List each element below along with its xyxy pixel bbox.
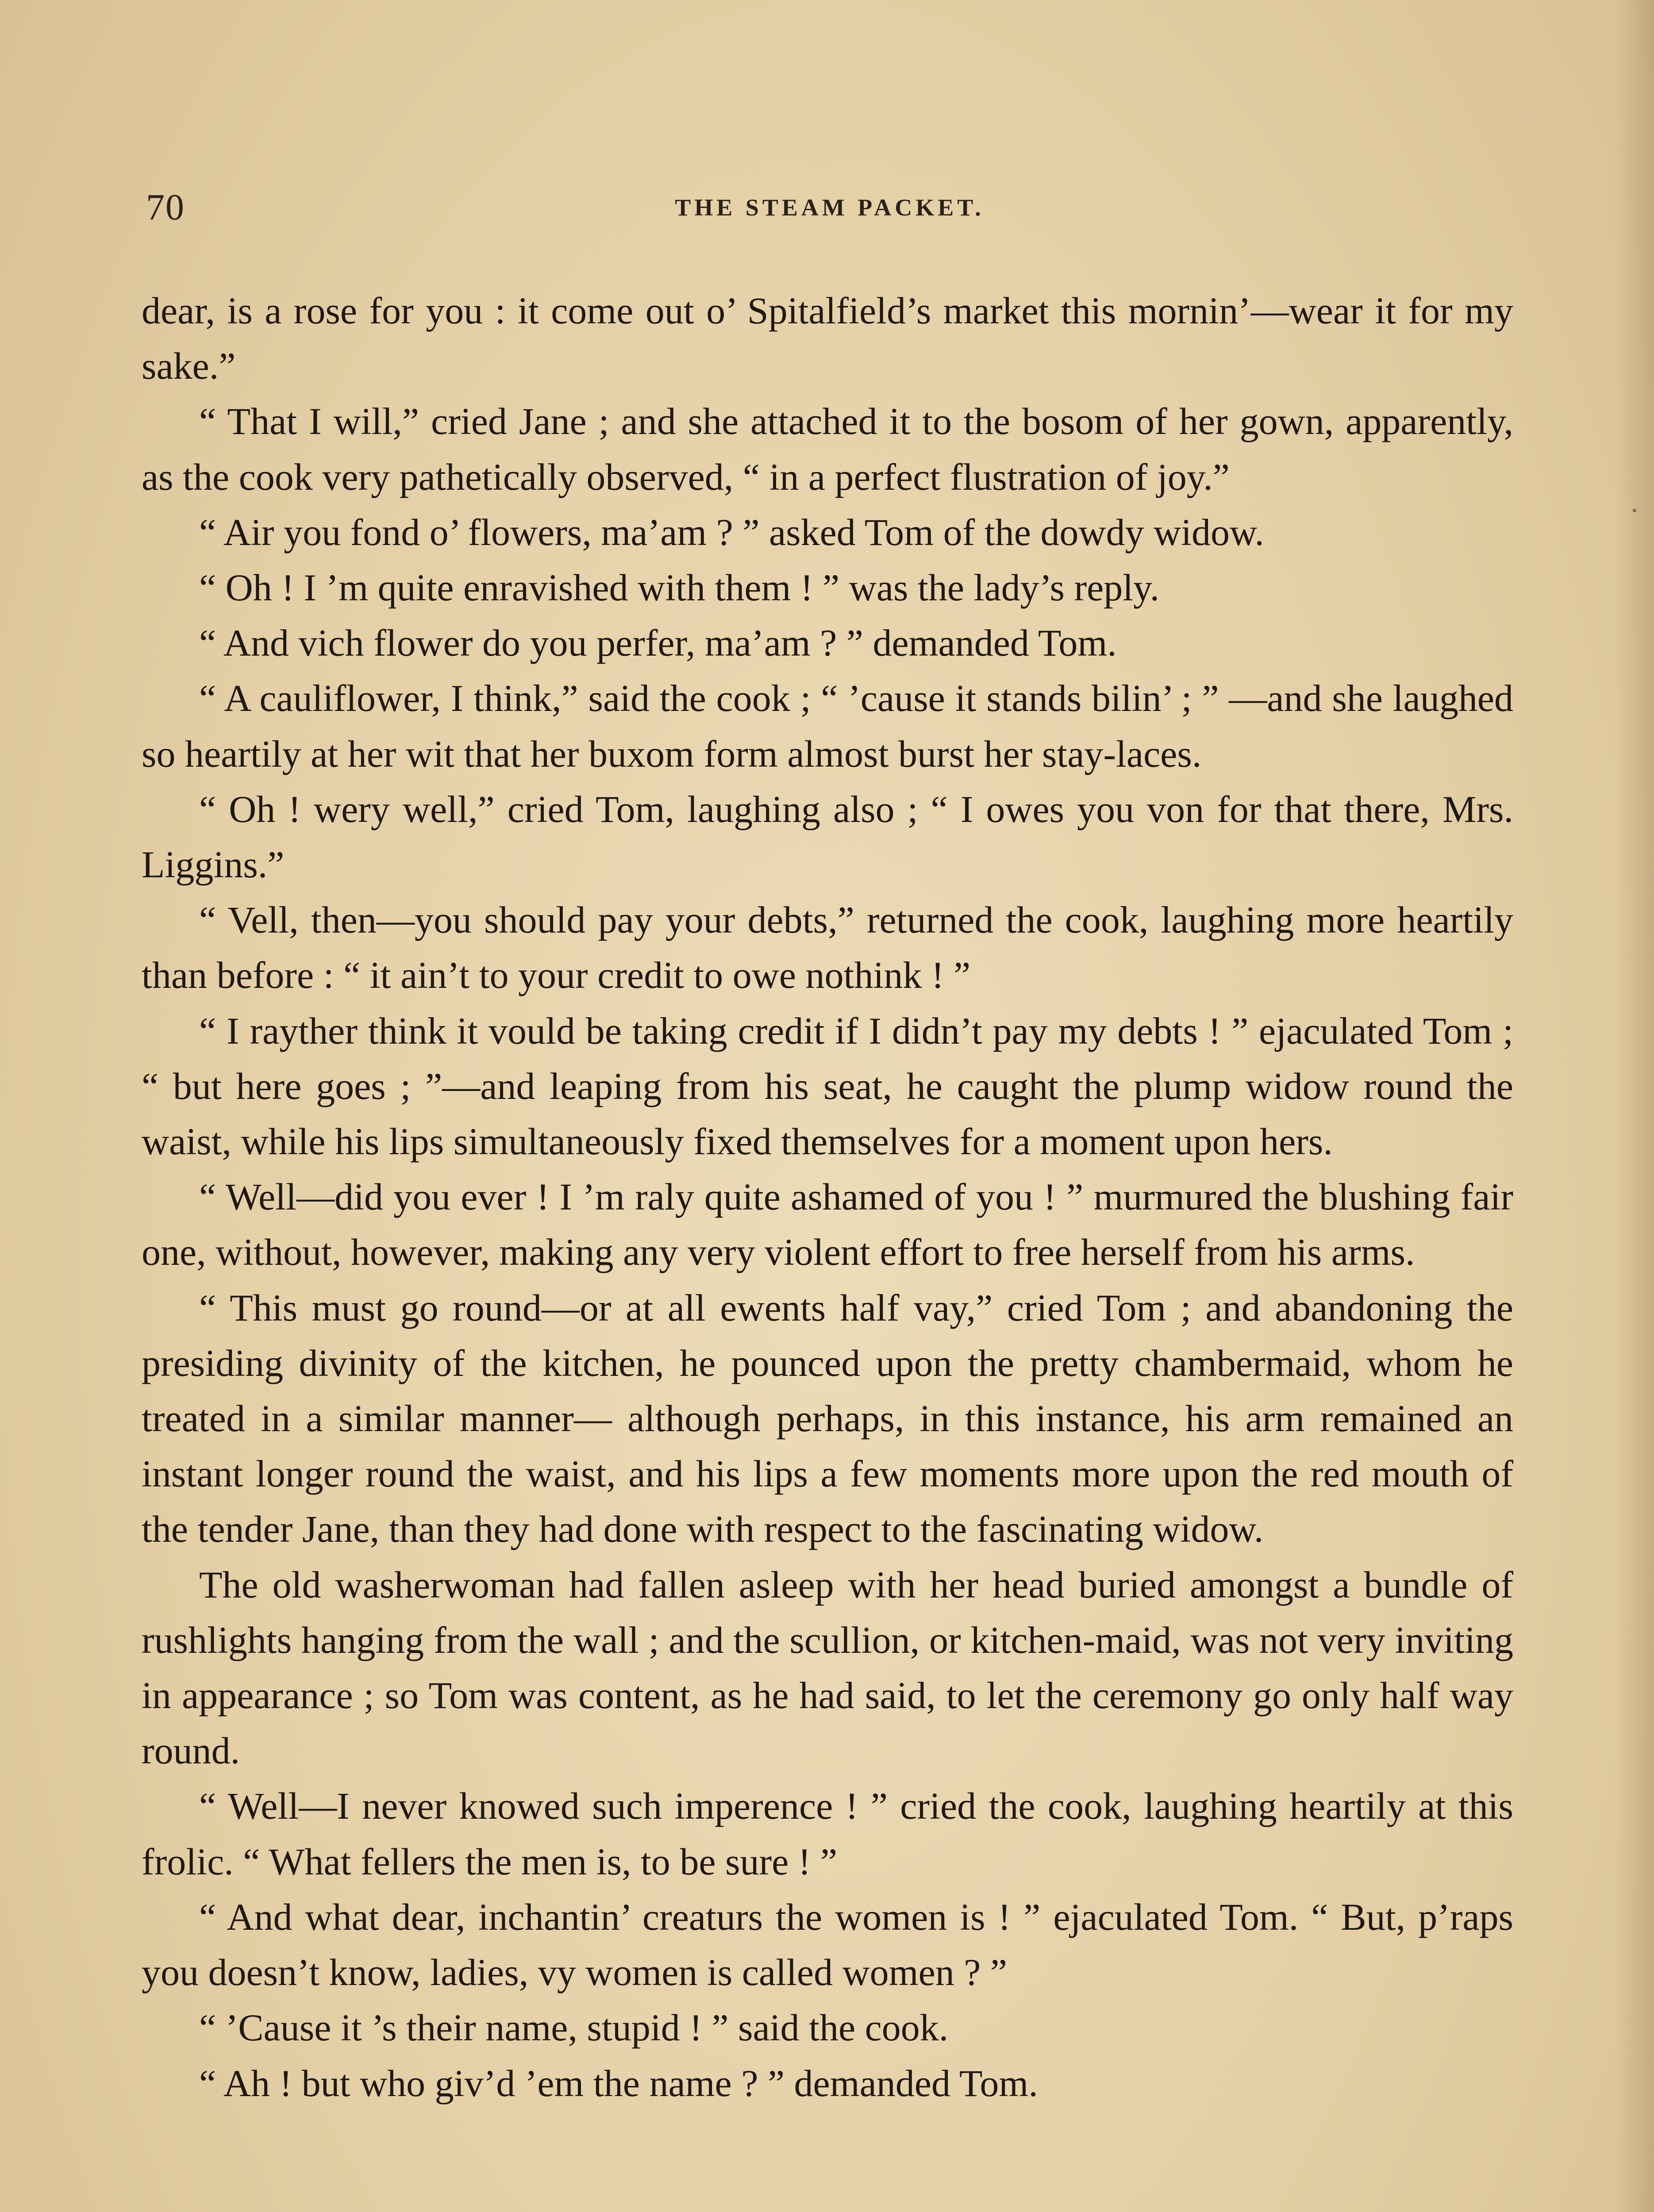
paragraph: “ Well—did you ever ! I ’m raly quite ashamed of you ! ” murmured the blushing fair one, without, however, making any very violent effort to free herself from his arms.: [142, 1175, 1513, 1274]
paper-speck: [1633, 509, 1636, 512]
paragraph: “ Oh ! wery well,” cried Tom, laughing also ; “ I owes you von for that there, Mrs. Liggins.”: [142, 787, 1513, 886]
paragraph: “ And vich flower do you perfer, ma’am ? ” demanded Tom.: [199, 622, 1117, 664]
paragraph: “ Ah ! but who giv’d ’em the name ? ” demanded Tom.: [199, 2062, 1038, 2104]
running-head: THE STEAM PACKET.: [675, 194, 985, 221]
paragraph: “ That I will,” cried Jane ; and she attached it to the bosom of her gown, apparently, as the cook very pathetically observed, “ in a perfect flustration of joy.”: [142, 400, 1513, 498]
paragraph: “ ’Cause it ’s their name, stupid ! ” said the cook.: [199, 2006, 949, 2049]
paragraph: “ I rayther think it vould be taking credit if I didn’t pay my debts ! ” ejaculated Tom ; “ but here goes ; ”—and leaping from his seat, he caught the plump widow round the waist, while his lips simultaneously fixed themselves for a moment upon hers.: [142, 1009, 1513, 1163]
page-header: [146, 186, 1513, 234]
paragraph: The old washerwoman had fallen asleep with her head buried amongst a bundle of rushlights hanging from the wall ; and the scullion, or kitchen-maid, was not very inviting in appearance ; so Tom was content, as he had said, to let the ceremony go only half way round.: [142, 1563, 1513, 1772]
paragraph: “ A cauliflower, I think,” said the cook ; “ ’cause it stands bilin’ ; ” —and she laughed so heartily at her wit that her buxom form almost burst her stay-laces.: [142, 677, 1513, 775]
paragraph: “ Air you fond o’ flowers, ma’am ? ” asked Tom of the dowdy widow.: [199, 511, 1264, 553]
page-number: 70: [146, 187, 185, 228]
paragraph: “ This must go round—or at all ewents half vay,” cried Tom ; and abandoning the presiding divinity of the kitchen, he pounced upon the pretty chambermaid, whom he treated in a similar manner— although perhaps, in this instance, his arm remained an instant longer round the waist, and his lips a few moments more upon the red mouth of the tender Jane, than they had done with respect to the fascinating widow.: [142, 1286, 1513, 1551]
paragraph: “ Vell, then—you should pay your debts,” returned the cook, laughing more heartily than before : “ it ain’t to your credit to owe nothink ! ”: [142, 899, 1513, 997]
paragraph: “ Well—I never knowed such imperence ! ” cried the cook, laughing heartily at this frolic. “ What fellers the men is, to be sure ! ”: [142, 1785, 1513, 1883]
paragraph: “ Oh ! I ’m quite enravished with them ! ” was the lady’s reply.: [199, 566, 1160, 609]
page-edge-shadow: [1614, 0, 1654, 2212]
paragraph: “ And what dear, inchantin’ creaturs the women is ! ” ejaculated Tom. “ But, p’raps you doesn’t know, ladies, vy women is called women ? ”: [142, 1895, 1513, 1994]
paragraph: dear, is a rose for you : it come out o’ Spitalfield’s market this mornin’—wear it for my sake.”: [142, 289, 1513, 388]
body-text: [142, 283, 1513, 2111]
